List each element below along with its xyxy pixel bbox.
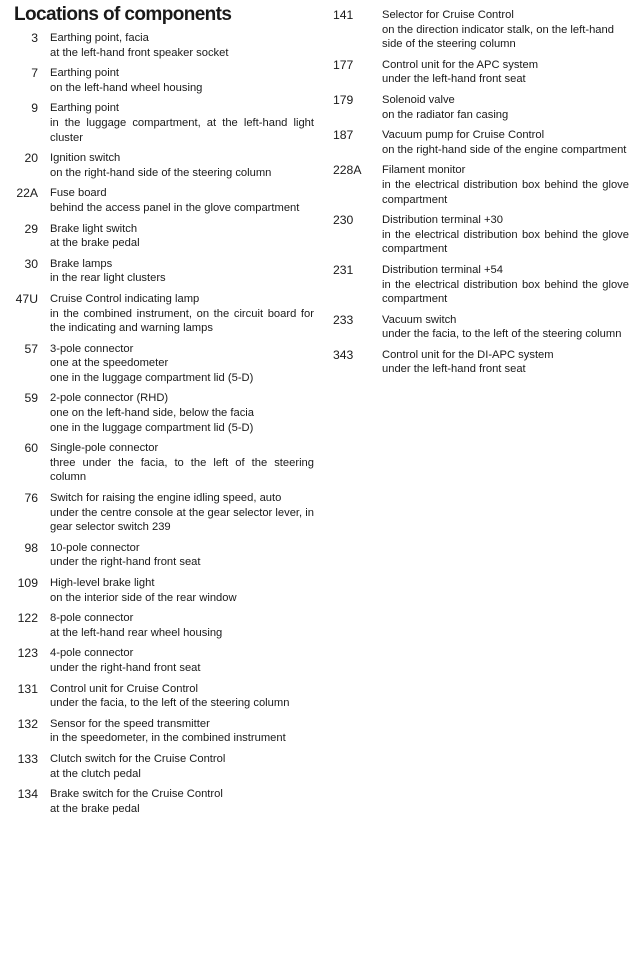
component-description — [50, 222, 314, 251]
component-description — [50, 611, 314, 640]
component-entry — [14, 491, 314, 535]
component-name: High-level brake light — [50, 577, 155, 589]
component-location: on the left-hand wheel housing — [50, 81, 203, 94]
component-entry — [14, 646, 314, 675]
component-entry — [333, 348, 629, 377]
component-entry — [333, 128, 629, 157]
component-description — [50, 101, 314, 145]
component-name: Solenoid valve — [382, 93, 455, 106]
component-description — [50, 646, 314, 675]
component-number: 109 — [17, 576, 38, 590]
component-location: on the right-hand side of the steering column — [50, 166, 272, 179]
component-number: 133 — [17, 751, 38, 766]
component-entry — [333, 58, 629, 87]
component-description — [382, 263, 629, 307]
component-location: at the brake pedal — [50, 802, 140, 815]
component-location: on the radiator fan casing — [382, 108, 509, 121]
component-description — [50, 682, 314, 711]
component-location: one in the luggage compartment lid (5-D) — [50, 371, 254, 384]
component-name: Filament monitor — [382, 164, 466, 177]
component-description — [50, 752, 314, 781]
component-location: under the left-hand front seat — [382, 363, 526, 376]
component-entry — [14, 717, 314, 746]
component-name: Single-pole connector — [50, 442, 159, 455]
component-name: Switch for raising the engine idling speed, auto — [50, 492, 282, 505]
component-description — [50, 541, 314, 570]
component-entry — [333, 313, 629, 342]
component-name: Selector for Cruise Control — [382, 9, 514, 21]
component-location: at the left-hand rear wheel housing — [50, 626, 223, 639]
component-name: 4-pole connector — [50, 647, 134, 660]
component-name: Control unit for Cruise Control — [50, 682, 198, 695]
component-name: Ignition switch — [50, 152, 121, 165]
component-name: Earthing point — [50, 67, 120, 80]
component-number: 98 — [24, 540, 38, 555]
component-location: in the rear light clusters — [50, 272, 166, 285]
component-location: three under the facia, to the left of the steering column — [50, 456, 314, 484]
component-entry — [333, 163, 629, 207]
component-location: one at the speedometer — [50, 357, 169, 370]
component-location: side of the steering column — [382, 38, 516, 51]
component-location: under the right-hand front seat — [50, 661, 201, 674]
component-description — [382, 163, 629, 207]
page-title: Locations of components — [14, 4, 232, 25]
component-number: 47U — [15, 291, 38, 306]
component-description — [50, 257, 314, 286]
component-entry — [14, 31, 314, 60]
component-description — [50, 31, 314, 60]
component-location: on the interior side of the rear window — [50, 591, 237, 604]
component-entry — [14, 441, 314, 485]
component-location: at the left-hand front speaker socket — [50, 46, 229, 59]
component-entry — [333, 213, 629, 257]
component-location: on the direction indicator stalk, on the left-hand — [382, 23, 614, 36]
component-number: 3 — [31, 31, 38, 45]
component-number: 59 — [24, 391, 38, 406]
component-description — [50, 441, 314, 485]
component-name: Sensor for the speed transmitter — [50, 717, 210, 730]
component-description — [382, 348, 629, 377]
component-description — [382, 128, 629, 157]
component-number: 233 — [333, 312, 354, 327]
component-number: 60 — [24, 441, 38, 456]
component-number: 177 — [333, 57, 354, 72]
component-number: 179 — [333, 92, 354, 107]
component-name: Vacuum switch — [382, 313, 457, 326]
component-description — [50, 66, 314, 95]
component-description — [382, 58, 629, 87]
component-location: in the electrical distribution box behind the glove compartment — [382, 278, 629, 306]
component-name: Distribution terminal +54 — [382, 263, 503, 276]
component-description — [50, 717, 314, 746]
component-number: 7 — [31, 66, 38, 81]
component-number: 30 — [24, 256, 38, 271]
component-name: Earthing point, facia — [50, 32, 149, 44]
component-entry — [14, 222, 314, 251]
component-location: in the electrical distribution box behind the glove compartment — [382, 178, 629, 206]
component-name: 8-pole connector — [50, 612, 134, 625]
component-location: in the speedometer, in the combined instrument — [50, 732, 286, 745]
component-description — [382, 213, 629, 257]
component-location: on the right-hand side of the engine compartment — [382, 143, 627, 156]
component-description — [50, 151, 314, 180]
component-entry — [333, 8, 629, 52]
component-entry — [14, 541, 314, 570]
component-number: 123 — [17, 646, 38, 661]
component-number: 76 — [24, 491, 38, 506]
component-description — [50, 342, 314, 386]
component-number: 228A — [333, 163, 362, 178]
components-list-right — [333, 8, 629, 383]
component-name: Control unit for the DI-APC system — [382, 348, 554, 361]
component-description — [50, 576, 314, 605]
component-entry — [14, 151, 314, 180]
component-name: Brake light switch — [50, 222, 138, 235]
component-location: one in the luggage compartment lid (5-D) — [50, 421, 254, 434]
component-number: 22A — [16, 186, 38, 201]
component-number: 122 — [17, 611, 38, 626]
component-location: at the clutch pedal — [50, 767, 141, 780]
component-description — [382, 313, 629, 342]
component-location: under the right-hand front seat — [50, 556, 201, 569]
component-name: Clutch switch for the Cruise Control — [50, 752, 226, 765]
component-location: at the brake pedal — [50, 237, 140, 250]
component-name: Earthing point — [50, 102, 120, 115]
component-name: Cruise Control indicating lamp — [50, 292, 200, 305]
component-entry — [14, 101, 314, 145]
component-location: under the centre console at the gear selector lever, in gear selector switch 239 — [50, 506, 314, 534]
component-number: 343 — [333, 347, 354, 362]
component-entry — [14, 66, 314, 95]
component-location: one on the left-hand side, below the facia — [50, 407, 255, 420]
component-entry — [14, 682, 314, 711]
component-location: under the facia, to the left of the steering column — [382, 328, 622, 341]
component-location: in the electrical distribution box behind the glove compartment — [382, 228, 629, 256]
component-location: in the luggage compartment, at the left-hand light cluster — [50, 116, 314, 144]
component-name: 10-pole connector — [50, 541, 140, 554]
component-entry — [14, 752, 314, 781]
component-location: under the facia, to the left of the steering column — [50, 697, 290, 710]
component-number: 132 — [17, 716, 38, 731]
component-number: 134 — [17, 787, 38, 802]
component-entry — [333, 263, 629, 307]
component-entry — [14, 787, 314, 816]
component-number: 131 — [17, 681, 38, 696]
component-number: 57 — [24, 341, 38, 356]
component-description — [50, 491, 314, 535]
component-entry — [14, 257, 314, 286]
component-name: Vacuum pump for Cruise Control — [382, 129, 545, 142]
component-number: 9 — [31, 101, 38, 116]
component-number: 141 — [333, 8, 354, 22]
component-number: 187 — [333, 128, 354, 143]
component-location: in the combined instrument, on the circuit board for the indicating and warning lamps — [50, 307, 314, 335]
component-description — [50, 292, 314, 336]
component-description — [50, 391, 314, 435]
component-number: 231 — [333, 262, 354, 277]
component-entry — [14, 342, 314, 386]
component-name: Brake switch for the Cruise Control — [50, 788, 223, 801]
component-number: 20 — [24, 151, 38, 166]
component-number: 230 — [333, 213, 354, 228]
component-entry — [14, 186, 314, 215]
component-number: 29 — [24, 221, 38, 236]
component-name: 2-pole connector (RHD) — [50, 392, 169, 405]
component-location: behind the access panel in the glove compartment — [50, 201, 300, 214]
component-name: Fuse board — [50, 187, 107, 200]
component-description — [50, 186, 314, 215]
component-description — [50, 787, 314, 816]
component-entry — [14, 576, 314, 605]
component-description — [382, 93, 629, 122]
component-entry — [14, 292, 314, 336]
component-name: 3-pole connector — [50, 342, 134, 355]
component-description — [382, 8, 629, 52]
component-entry — [14, 391, 314, 435]
component-name: Brake lamps — [50, 257, 113, 270]
component-location: under the left-hand front seat — [382, 73, 526, 86]
component-name: Control unit for the APC system — [382, 58, 539, 71]
component-name: Distribution terminal +30 — [382, 214, 503, 227]
components-list-left — [14, 31, 314, 822]
component-entry — [14, 611, 314, 640]
component-entry — [333, 93, 629, 122]
